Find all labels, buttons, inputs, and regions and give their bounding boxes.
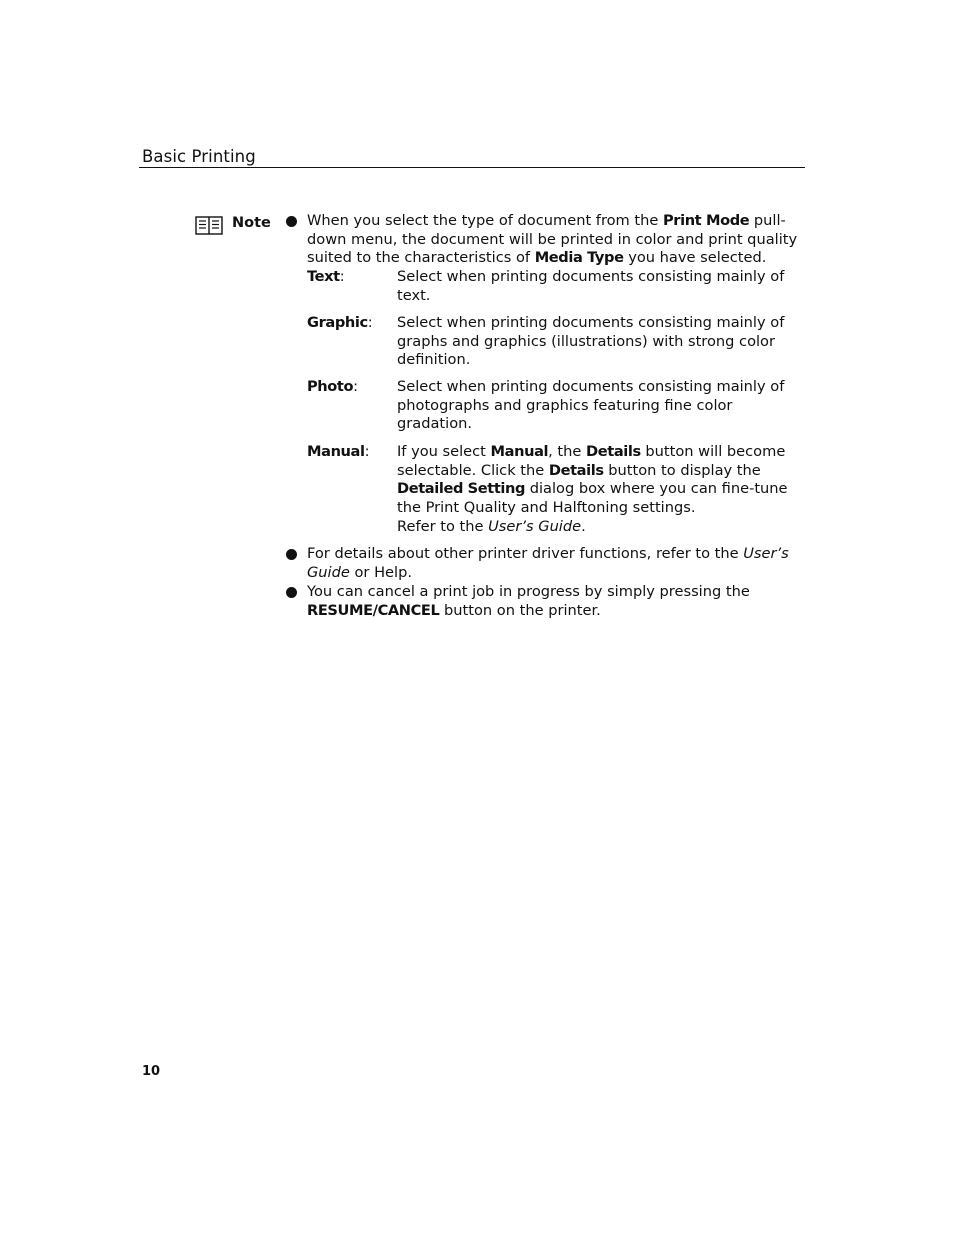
note-label: Note <box>232 215 271 231</box>
definition-description: If you select Manual, the Details button will become selectable. Click the Details button to display the Detailed Setting dialog box where you can fine-tune the Print Quality and Halftoning settings. Refer to the User’s Guide. <box>397 443 788 535</box>
section-header-title: Basic Printing <box>142 147 256 166</box>
definition-description: Select when printing documents consisting mainly of text. <box>397 268 785 304</box>
note-bullet-paragraph: For details about other printer driver functions, refer to the User’s Guide or Help. <box>307 545 789 581</box>
bullet-dot <box>286 216 297 227</box>
definition-term: Photo: <box>307 378 359 395</box>
media-type-term: Media Type <box>534 249 624 267</box>
note-bullet-paragraph: When you select the type of document from the Print Mode pull-down menu, the document will be printed in color and print quality suited to the characteristics of Media Type you have selected. <box>307 212 798 267</box>
definition-description: Select when printing documents consisting mainly of graphs and graphics (illustrations) with strong color definition. <box>397 314 785 369</box>
page-number: 10 <box>142 1064 161 1079</box>
bullet-dot <box>286 549 297 560</box>
print-mode-term: Print Mode <box>663 212 750 229</box>
resume-cancel-term: RESUME/CANCEL <box>307 601 440 619</box>
definition-description: Select when printing documents consisting mainly of photographs and graphics featuring fine color gradation. <box>397 378 785 433</box>
definition-term: Graphic: <box>307 314 373 331</box>
header-rule <box>139 167 805 168</box>
open-book-icon <box>195 216 223 235</box>
note-bullet-paragraph: You can cancel a print job in progress by simply pressing the RESUME/CANCEL button on the printer. <box>307 583 750 619</box>
definition-term: Text: <box>307 268 345 285</box>
definition-term: Manual: <box>307 443 370 460</box>
bullet-dot <box>286 587 297 598</box>
